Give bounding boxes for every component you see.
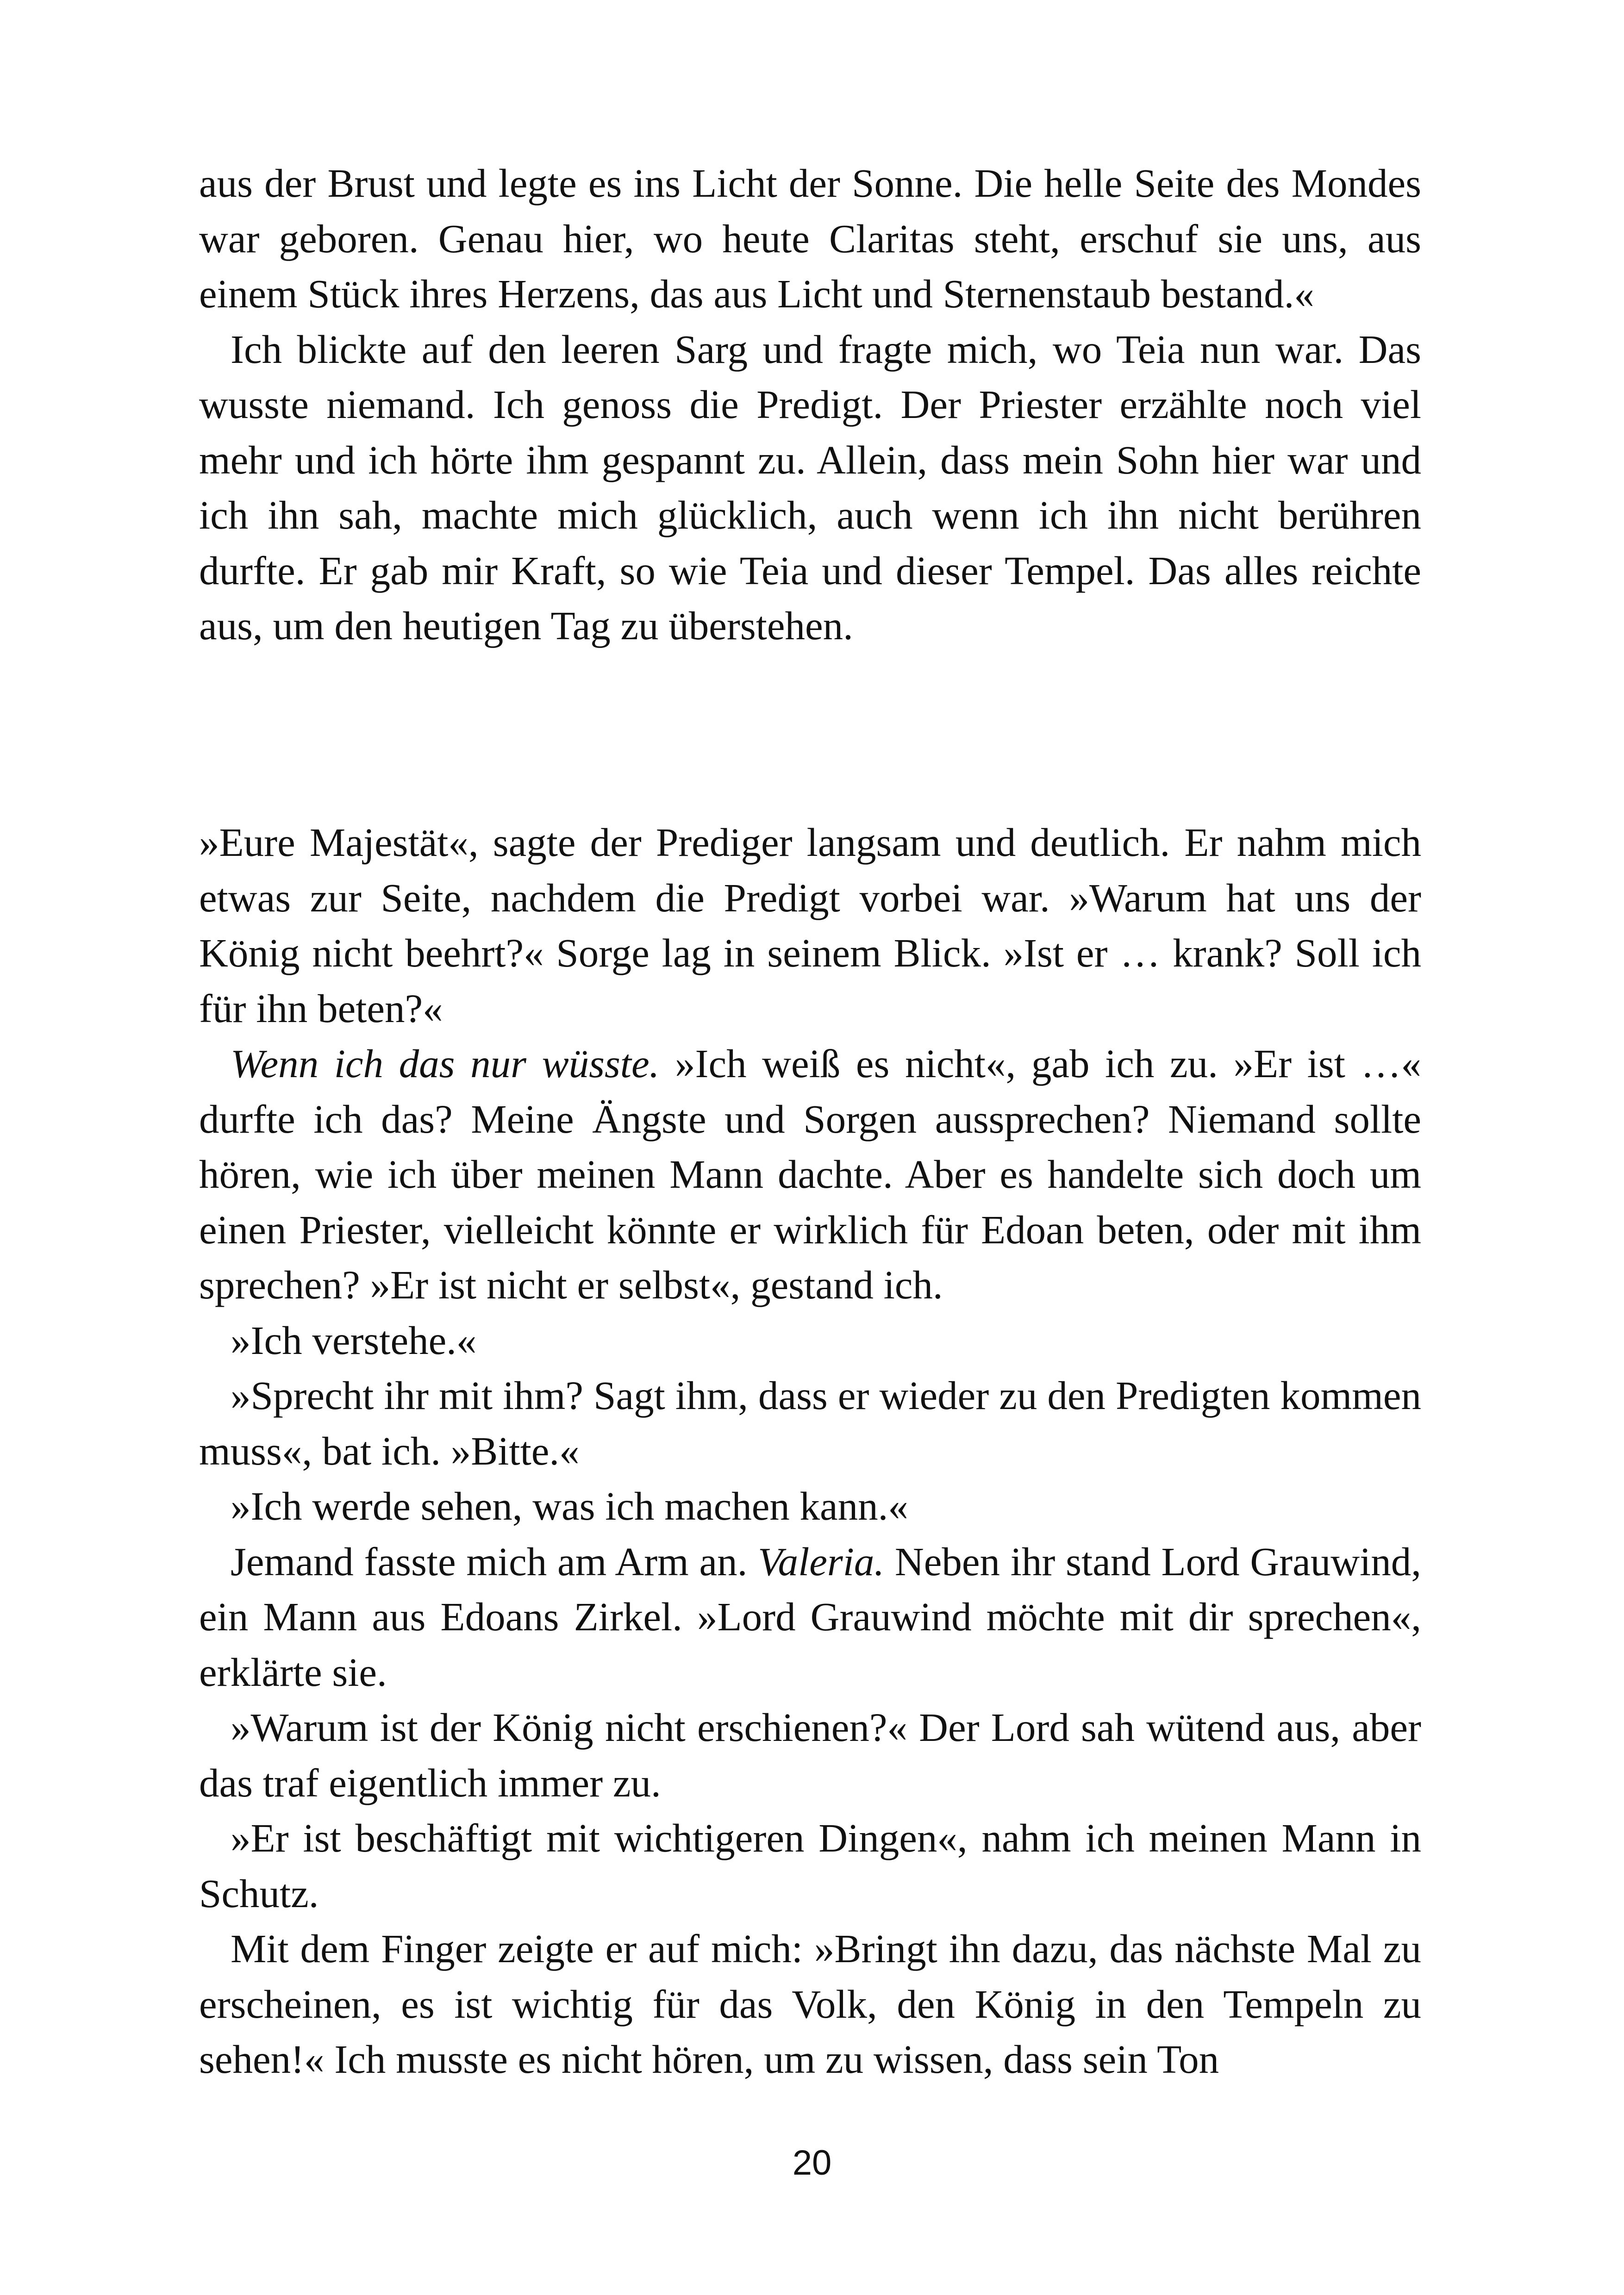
paragraph: »Warum ist der König nicht erschienen?« Der Lord sah wütend aus, aber das traf eigentlich immer zu. (199, 1705, 1421, 1805)
text-section-1 (199, 156, 1421, 654)
paragraph: aus der Brust und legte es ins Licht der Sonne. Die helle Seite des Mondes war geboren. Genau hier, wo heute Claritas steht, erschuf sie uns, aus einem Stück ihres Herzens, das aus Licht und Sternenstaub bestand.« (199, 161, 1421, 316)
paragraph-text: Jemand fasste mich am Arm an. (231, 1539, 758, 1584)
paragraph: »Eure Majestät«, sagte der Prediger langsam und deutlich. Er nahm mich etwas zur Seite, nachdem die Predigt vorbei war. »Warum hat uns der König nicht beehrt?« Sorge lag in seinem Blick. »Ist er … krank? Soll ich für ihn beten?« (199, 820, 1421, 1031)
paragraph: Ich blickte auf den leeren Sarg und fragte mich, wo Teia nun war. Das wusste niemand. Ich genoss die Predigt. Der Priester erzählte noch viel mehr und ich hörte ihm gespannt zu. Allein, dass mein Sohn hier war und ich ihn sah, machte mich glücklich, auch wenn ich ihn nicht berühren durfte. Er gab mir Kraft, so wie Teia und dieser Tempel. Das alles reichte aus, um den heutigen Tag zu überstehen. (199, 326, 1421, 648)
paragraph: »Ich verstehe.« (231, 1317, 477, 1363)
paragraph: Mit dem Finger zeigte er auf mich: »Bringt ihn dazu, das nächste Mal zu erscheinen, es ist wichtig für das Volk, den König in den Tempeln zu sehen!« Ich musste es nicht hören, um zu wissen, dass sein Ton (199, 1926, 1421, 2082)
paragraph-text: »Ich weiß es nicht«, gab ich zu. »Er ist …« durfte ich das? Meine Ängste und Sorgen aussprechen? Niemand sollte hören, wie ich über meinen Mann dachte. Aber es handelte sich doch um einen Priester, vielleicht könnte er wirklich für Edoan beten, oder mit ihm sprechen? »Er ist nicht er selbst«, gestand ich. (199, 1041, 1421, 1307)
paragraph (199, 1036, 1421, 1313)
page-number: 20 (792, 2143, 832, 2183)
paragraph: »Ich werde sehen, was ich machen kann.« (231, 1484, 908, 1528)
italic-thought: Wenn ich das nur wüsste. (231, 1041, 660, 1086)
italic-name: Valeria. (758, 1539, 885, 1584)
text-section-2 (199, 815, 1421, 2087)
paragraph: »Er ist beschäftigt mit wichtigeren Dingen«, nahm ich meinen Mann in Schutz. (199, 1815, 1421, 1916)
paragraph-text: Neben ihr stand Lord Grauwind, ein Mann aus Edoans Zirkel. »Lord Grauwind möchte mit dir sprechen«, erklärte sie. (199, 1539, 1422, 1695)
paragraph: »Sprecht ihr mit ihm? Sagt ihm, dass er wieder zu den Predigten kommen muss«, bat ich. »Bitte.« (199, 1373, 1421, 1473)
paragraph (199, 1534, 1421, 1700)
